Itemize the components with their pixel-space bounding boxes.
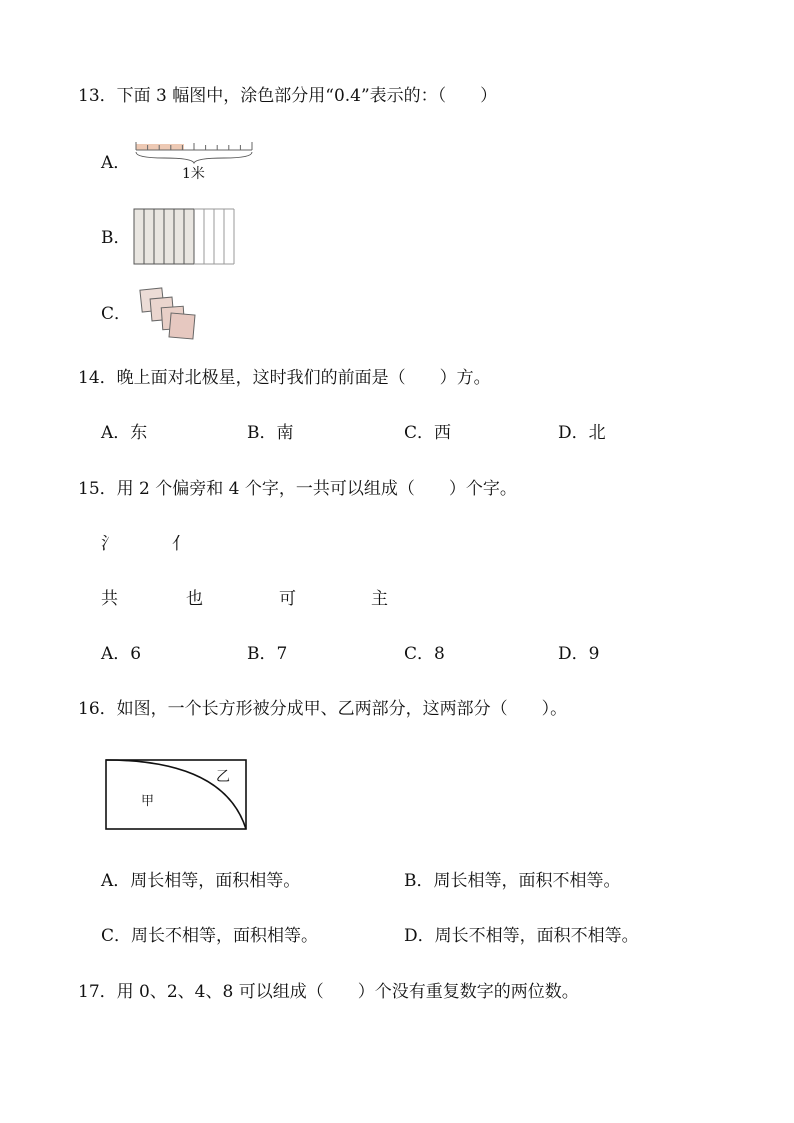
- q16-option-d[interactable]: D．周长不相等，面积不相等。: [404, 926, 639, 946]
- q15-radical-2: 亻: [172, 534, 189, 554]
- q15-option-a[interactable]: A．6: [101, 644, 142, 664]
- q16-option-a[interactable]: A．周长相等，面积相等。: [101, 871, 301, 891]
- q15-option-c[interactable]: C．8: [404, 644, 445, 664]
- q16-stem: 16．如图，一个长方形被分成甲、乙两部分，这两部分（ ）。: [78, 699, 568, 719]
- q15-option-d[interactable]: D．9: [558, 644, 600, 664]
- q14-option-b[interactable]: B．南: [247, 423, 294, 443]
- q14-option-d[interactable]: D．北: [558, 423, 606, 443]
- q14-option-c[interactable]: C．西: [404, 423, 452, 443]
- q15-char-1: 共: [101, 589, 118, 609]
- q15-option-b[interactable]: B．7: [247, 644, 288, 664]
- q13-strip-figure: [133, 208, 237, 271]
- q15-char-2: 也: [186, 589, 203, 609]
- q14-stem: 14．晚上面对北极星，这时我们的前面是（ ）方。: [78, 368, 491, 388]
- q16-option-b[interactable]: B．周长相等，面积不相等。: [404, 871, 621, 891]
- q15-char-4: 主: [371, 589, 388, 609]
- q15-char-3: 可: [279, 589, 296, 609]
- q13-ruler-label: 1米: [182, 166, 205, 182]
- q13-stem: 13．下面 3 幅图中，涂色部分用“0.4”表示的：（ ）: [78, 86, 498, 106]
- q13-option-b-label: B．: [101, 228, 131, 248]
- q13-squares-figure: [137, 286, 201, 347]
- q13-option-a-label: A．: [101, 153, 131, 173]
- q15-stem: 15．用 2 个偏旁和 4 个字，一共可以组成（ ）个字。: [78, 479, 517, 499]
- q16-label-jia: 甲: [141, 794, 155, 809]
- q17-stem: 17．用 0、2、4、8 可以组成（ ）个没有重复数字的两位数。: [78, 982, 579, 1002]
- q13-option-c-label: C．: [101, 304, 132, 324]
- q16-option-c[interactable]: C．周长不相等，面积相等。: [101, 926, 319, 946]
- q16-label-yi: 乙: [216, 769, 230, 785]
- q14-option-a[interactable]: A．东: [101, 423, 148, 443]
- q15-radical-1: 氵: [101, 534, 118, 554]
